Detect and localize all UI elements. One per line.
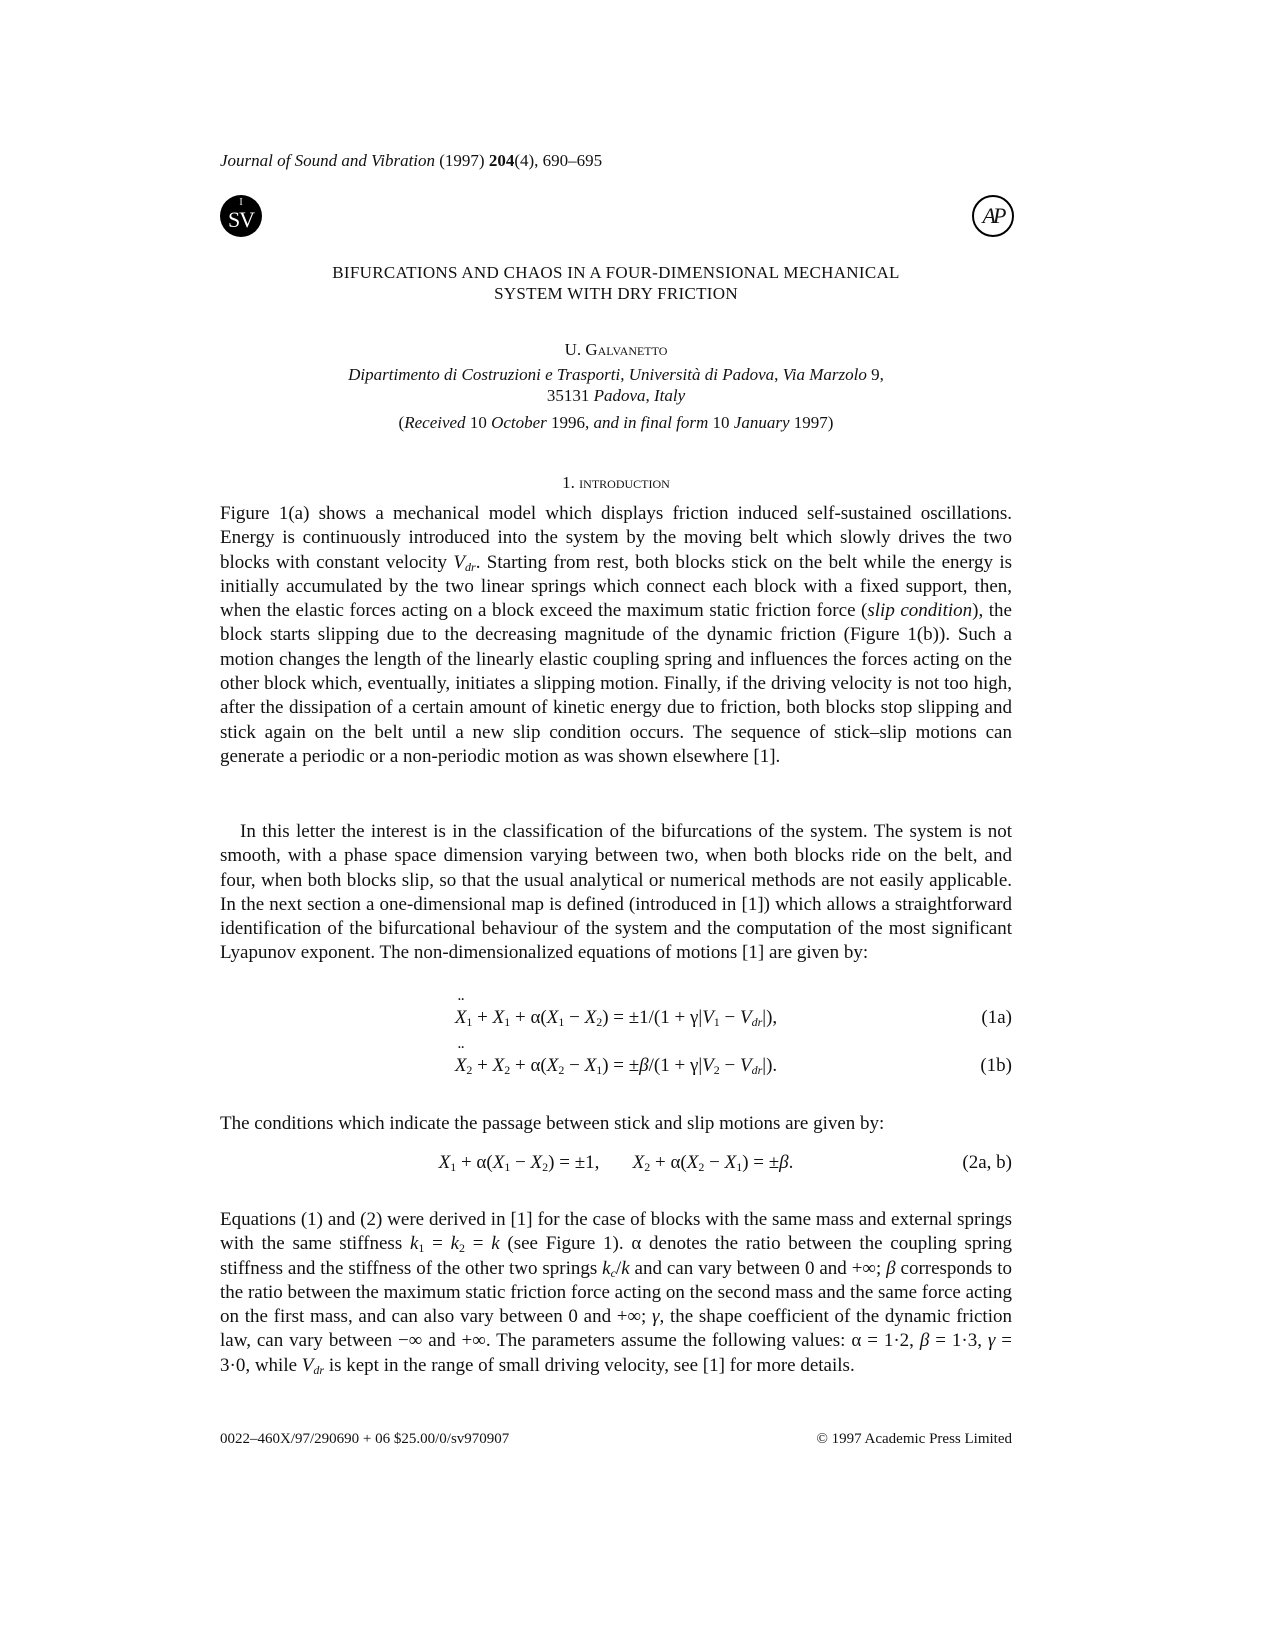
paragraph-3: The conditions which indicate the passage between stick and slip motions are given by: — [220, 1113, 885, 1134]
equation-1a-body: ¨ $X_1 + X_1 + \alpha(X_1 - X_2) = \pm 1/(1 + \gamma|V_1 - V_{dr}|)$, — [220, 1005, 1012, 1031]
equation-2-number: (2a, b) — [962, 1152, 1012, 1173]
p1-text-a: Figure 1(a) shows a mechanical model which displays friction induced self-sustained oscillations. Energy is continuously introduced into the system by the moving belt which slowly drives the two blocks with constant velocity — [220, 503, 1012, 573]
p1-slip-condition: slip condition — [867, 600, 973, 622]
p1-symbol-vsub: dr — [465, 559, 476, 574]
equation-2-body: $X_1 + \alpha(X_1 - X_2) = \pm 1$, $X_2 + \alpha(X_2 - X_1) = \pm\beta$. — [438, 1152, 794, 1174]
author — [220, 339, 1012, 361]
journal-name: Journal of Sound and Vibration — [220, 151, 436, 170]
author-surname: Galvanetto — [585, 340, 668, 359]
received-dates: (Received 10 October 1996, and in final form 10 January 1997) — [398, 413, 834, 432]
equation-2 — [220, 1150, 1012, 1176]
affiliation — [220, 364, 1012, 406]
equation-1a — [220, 1005, 1012, 1031]
footer-code: 0022–460X/97/290690 + 06 $25.00/0/sv970907 — [220, 1431, 510, 1447]
affiliation-line-1: Dipartimento di Costruzioni e Trasporti, Università di Padova, Via Marzolo 9, — [348, 365, 884, 384]
ap-logo — [972, 195, 1014, 237]
p1-text-b: . Starting from rest, both blocks stick on the belt while the energy is initially accumulated by the two linear springs which connect each block with a fixed support, then, when the elastic forces acting on a block exceed the maximum static friction force ( — [220, 551, 1012, 622]
journal-citation — [220, 150, 602, 172]
title-line-2: SYSTEM WITH DRY FRICTION — [494, 284, 738, 303]
journal-issue-pages: (4), 690–695 — [514, 151, 603, 170]
paragraph-1 — [220, 502, 1012, 769]
author-initial: U. — [564, 340, 586, 359]
footer-copyright: © 1997 Academic Press Limited — [816, 1431, 1012, 1447]
p1-text-c: ), the block starts slipping due to the decreasing magnitude of the dynamic friction (Figure 1(b)). Such a motion changes the length of the linearly elastic coupling spring and influences the forces acting on the other block which, eventually, initiates a slipping motion. Finally, if the driving velocity is not too high, after the dissipation of a certain amount of kinetic energy due to friction, both blocks stop slipping and stick again on the belt until a new slip condition occurs. The sequence of stick–slip motions can generate a periodic or a non-periodic motion as was shown elsewhere [1]. — [220, 600, 1012, 767]
paragraph-2: In this letter the interest is in the classification of the bifurcations of the system. The system is not smooth, with a phase space dimension varying between two, when both blocks ride on the belt, and four, when both blocks slip, so that the usual analytical or numerical methods are not easily applicable. In the next section a one-dimensional map is defined (introduced in [1]) which allows a straightforward identification of the bifurcational behaviour of the system and the computation of the most significant Lyapunov exponent. The non-dimensionalized equations of motions [1] are given by: — [220, 821, 1012, 964]
sv-logo-text: SV — [227, 207, 255, 232]
p1-symbol-v: V — [453, 551, 466, 573]
section-number: 1. — [562, 473, 580, 492]
equation-1b — [220, 1053, 1012, 1079]
paper-title — [220, 262, 1012, 304]
paragraph-4: Equations (1) and (2) were derived in [1] for the case of blocks with the same mass and external springs with the same stiffness $k_1 = k_2 = k$ (see Figure 1). α denotes the ratio between the coupling spring stiffness and the stiffness of the other two springs $k_c/k$ and can vary between 0 and +∞; β corresponds to the ratio between the maximum static friction force acting on the second mass and the same force acting on the first mass, and can also vary between 0 and +∞; γ, the shape coefficient of the dynamic friction law, can vary between −∞ and +∞. The parameters assume the following values: α = 1·2, β = 1·3, γ = 3·0, while $V_{dr}$ is kept in the range of small driving velocity, see [1] for more details. — [220, 1209, 1013, 1377]
title-line-1: BIFURCATIONS AND CHAOS IN A FOUR-DIMENSIONAL MECHANICAL — [332, 263, 900, 282]
sv-logo-mark: I — [239, 197, 243, 208]
section-title: introduction — [579, 473, 670, 492]
sv-logo — [220, 195, 262, 237]
affiliation-line-2: 35131 Padova, Italy — [546, 386, 686, 405]
equation-1b-body: ¨ $X_2 + X_2 + \alpha(X_2 - X_1) = \pm\beta/(1 + \gamma|V_2 - V_{dr}|)$. — [220, 1053, 1012, 1079]
section-heading — [220, 472, 1012, 494]
ap-logo-text: AP — [982, 203, 1004, 228]
equation-1b-number: (1b) — [980, 1055, 1012, 1076]
journal-volume: 204 — [488, 151, 515, 170]
equation-1a-number: (1a) — [981, 1007, 1012, 1028]
journal-year: (1997) — [439, 151, 485, 170]
